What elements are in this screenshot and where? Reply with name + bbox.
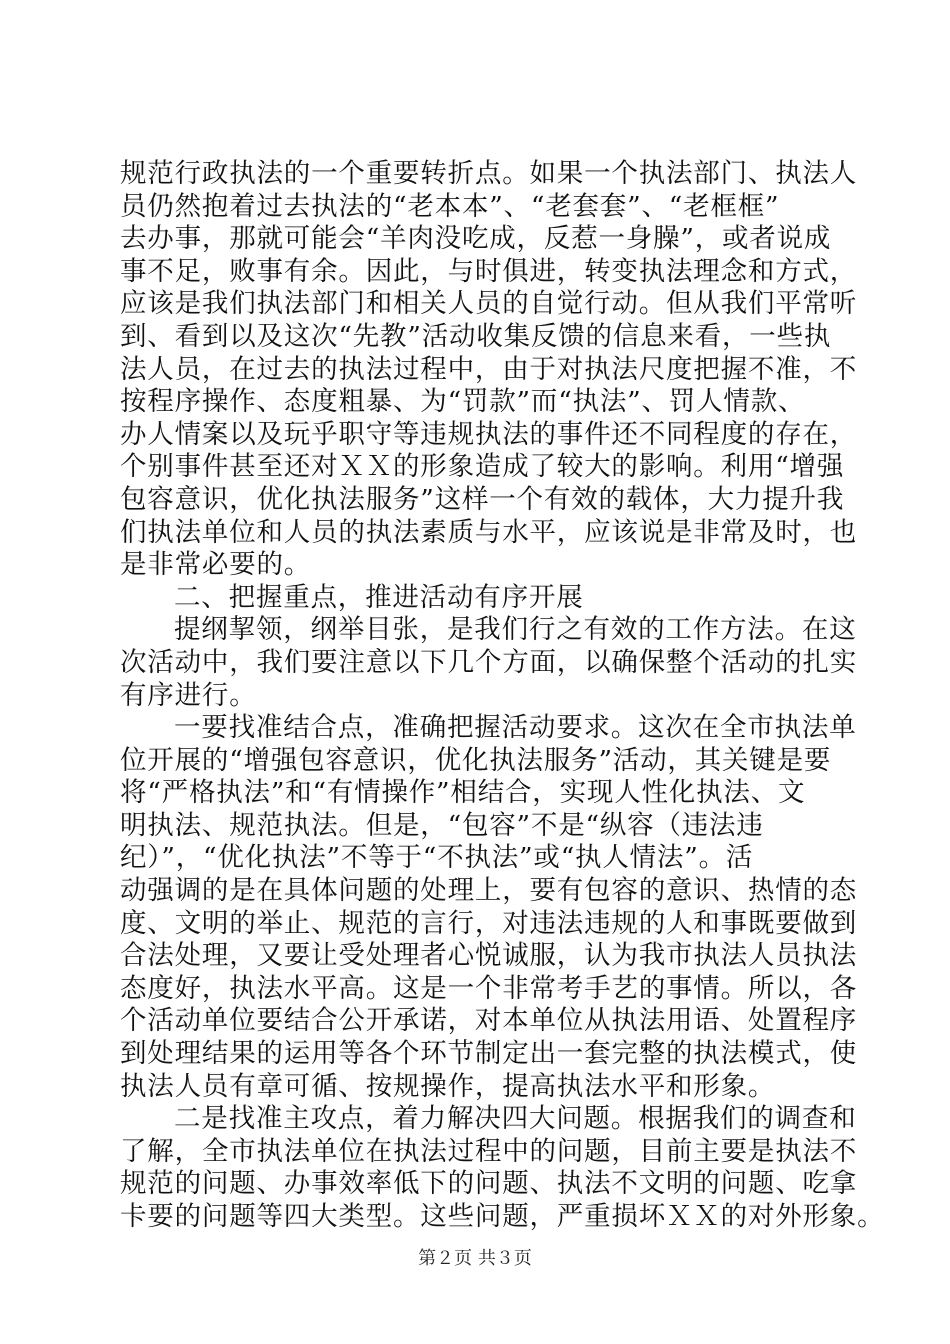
- text-line: 到、看到以及这次“先教”活动收集反馈的信息来看，一些执: [120, 320, 832, 352]
- text-line: 纪）”，“优化执法”不等于“不执法”或“执人情法”。活: [120, 842, 754, 874]
- text-line: 合法处理，又要让受处理者心悦诚服，认为我市执法人员执法: [120, 940, 858, 972]
- text-line: 执法人员有章可循、按规操作，提高执法水平和形象。: [120, 1070, 776, 1102]
- text-line: 个别事件甚至还对ＸＸ的形象造成了较大的影响。利用“增强: [120, 451, 845, 483]
- text-line: 包容意识，优化执法服务”这样一个有效的载体，大力提升我: [120, 483, 845, 515]
- text-line: 度、文明的举止、规范的言行，对违法违规的人和事既要做到: [120, 907, 858, 939]
- text-line: 二是找准主攻点，着力解决四大问题。根据我们的调查和: [174, 1103, 857, 1135]
- text-line: 办人情案以及玩乎职守等违规执法的事件还不同程度的存在，: [120, 418, 858, 450]
- text-line: 位开展的“增强包容意识，优化执法服务”活动，其关键是要: [120, 744, 832, 776]
- text-line: 规范的问题、办事效率低下的问题、执法不文明的问题、吃拿: [120, 1168, 858, 1200]
- text-line: 员仍然抱着过去执法的“老本本”、“老套套”、“老框框”: [120, 190, 780, 222]
- text-line: 明执法、规范执法。但是，“包容”不是“纵容（违法违: [120, 809, 764, 841]
- text-line: 将“严格执法”和“有情操作”相结合，实现人性化执法、文: [120, 777, 806, 809]
- text-line: 事不足，败事有余。因此，与时俱进，转变执法理念和方式，: [120, 255, 858, 287]
- text-line: 有序进行。: [120, 679, 257, 711]
- text-line: 到处理结果的运用等各个环节制定出一套完整的执法模式，使: [120, 1038, 858, 1070]
- text-line: 们执法单位和人员的执法素质与水平，应该说是非常及时，也: [120, 516, 858, 548]
- text-line: 应该是我们执法部门和相关人员的自觉行动。但从我们平常听: [120, 288, 858, 320]
- document-body: [120, 158, 885, 1234]
- text-line: 一要找准结合点，准确把握活动要求。这次在全市执法单: [174, 712, 857, 744]
- text-line: 规范行政执法的一个重要转折点。如果一个执法部门、执法人: [120, 158, 858, 189]
- text-line: 是非常必要的。: [120, 549, 312, 581]
- text-line: 动强调的是在具体问题的处理上，要有包容的意识、热情的态: [120, 875, 858, 907]
- text-line: 态度好，执法水平高。这是一个非常考手艺的事情。所以，各: [120, 972, 858, 1004]
- text-line: 卡要的问题等四大类型。这些问题，严重损坏ＸＸ的对外形象。: [120, 1201, 885, 1232]
- text-line: 按程序操作、态度粗暴、为“罚款”而“执法”、罚人情款、: [120, 386, 806, 418]
- text-line: 次活动中，我们要注意以下几个方面，以确保整个活动的扎实: [120, 646, 858, 678]
- text-line: 个活动单位要结合公开承诺，对本单位从执法用语、处置程序: [120, 1005, 858, 1037]
- text-line: 了解，全市执法单位在执法过程中的问题，目前主要是执法不: [120, 1135, 858, 1167]
- text-line: 二、把握重点，推进活动有序开展: [174, 581, 584, 613]
- text-line: 法人员，在过去的执法过程中，由于对执法尺度把握不准，不: [120, 353, 858, 385]
- text-line: 提纲挈领，纲举目张，是我们行之有效的工作方法。在这: [174, 614, 857, 646]
- page-footer: 第２页 共３页: [418, 1248, 532, 1269]
- text-line: 去办事，那就可能会“羊肉没吃成，反惹一身臊”，或者说成: [120, 223, 832, 255]
